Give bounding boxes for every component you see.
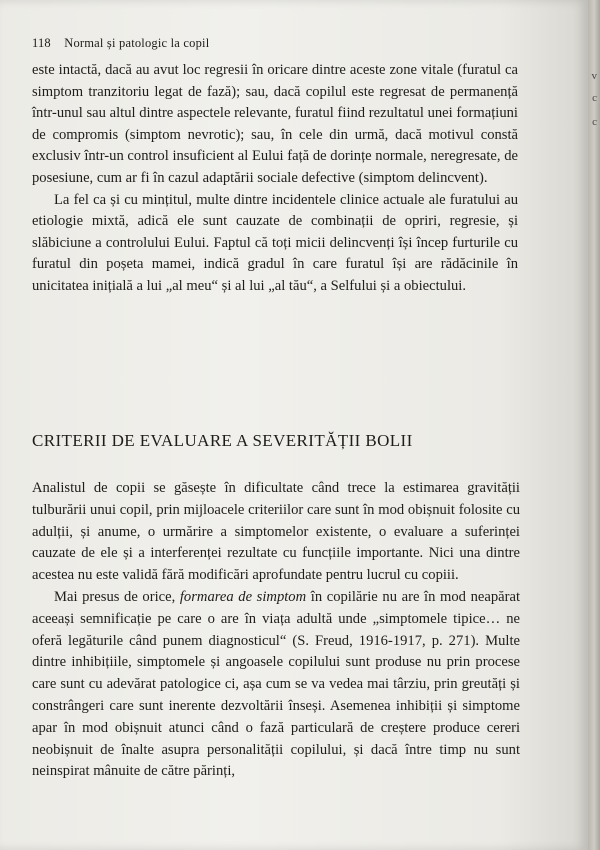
paragraph-continuation: este intactă, dacă au avut loc regresii în oricare dintre aceste zone vitale (furatul ca simptom tranzitoriu legat de fază); sau, dacă copilul este regresat de permanență într-unul sau altul dintre aspectele relevante, furatul fiind rezultatul unei formațiuni de compromis (simptom nevrotic); sau, în cele din urmă, dacă motivul constă exclusiv într-un control insuficient al Eului față de dorințe normale, neregresate, de posesiune, cum ar fi în cazul adaptării sociale defective (simptom delincvent).	[32, 62, 518, 186]
page-number: 118	[32, 36, 51, 50]
adjacent-page-letter: v	[591, 70, 597, 82]
paragraph-symptom-formation	[32, 587, 520, 783]
text-run: Mai presus de orice,	[54, 588, 180, 605]
section-heading: CRITERII DE EVALUARE A SEVERITĂȚII BOLII	[32, 431, 413, 450]
adjacent-page-letter: c	[592, 92, 597, 104]
body-text-bottom	[32, 478, 520, 783]
paragraph-criteria: Analistul de copii se găsește în dificultate când trece la estimarea gravității tulburării unui copil, prin mijloacele criteriilor care sunt în mod obișnuit folosite cu adulții, și anume, o urmărire a simptomelor existente, o evaluare a suferinței cauzate de ele și a interferenței rezultate cu funcțiile importante. Nici una dintre acestea nu este validă fără modificări aprofundate pentru lucrul cu copiii.	[32, 480, 520, 584]
running-title: Normal și patologic la copil	[64, 36, 210, 50]
running-header	[32, 36, 209, 51]
adjacent-page-edge	[588, 0, 600, 850]
paragraph-stealing-etiology: La fel ca și cu mințitul, multe dintre incidentele clinice actuale ale furatului au etiologie mixtă, adică ele sunt cauzate de combinații de opriri, regresie, și slăbiciune a controlului Eului. Faptul că toți micii delincvenți își încep furturile cu furatul din poșeta mamei, indică gradul în care furatul își are rădăcinile în unicitatea inițială a lui „al meu“ și al lui „al tău“, a Selfului și a obiectului.	[32, 191, 518, 294]
body-text-top	[32, 60, 518, 298]
italic-term: formarea de simptom	[179, 588, 307, 605]
text-run: în copilărie nu are în mod neapărat aceeași semnificație pe care o are în viața adultă unde „simptomele tipice… ne oferă legăturile când punem diagnosticul“ (S. Freud, 1916-1917, p. 271). Multe dintre inhibițiile, simptomele și angoasele copilului sunt produse nu prin procese care sunt cu adevărat patologice ci, așa cum se va vedea mai târziu, prin greutăți și constrângeri care sunt inerente dezvoltării înseși. Asemenea inhibiții și simptome apar în mod obișnuit atunci când o fază particulară de creștere produce cereri neobișnuit de înalte asupra personalității copilului, și dacă între timp nu sunt neinspirat mânuite de către părinți,	[32, 588, 521, 780]
adjacent-page-letter: c	[592, 116, 597, 128]
